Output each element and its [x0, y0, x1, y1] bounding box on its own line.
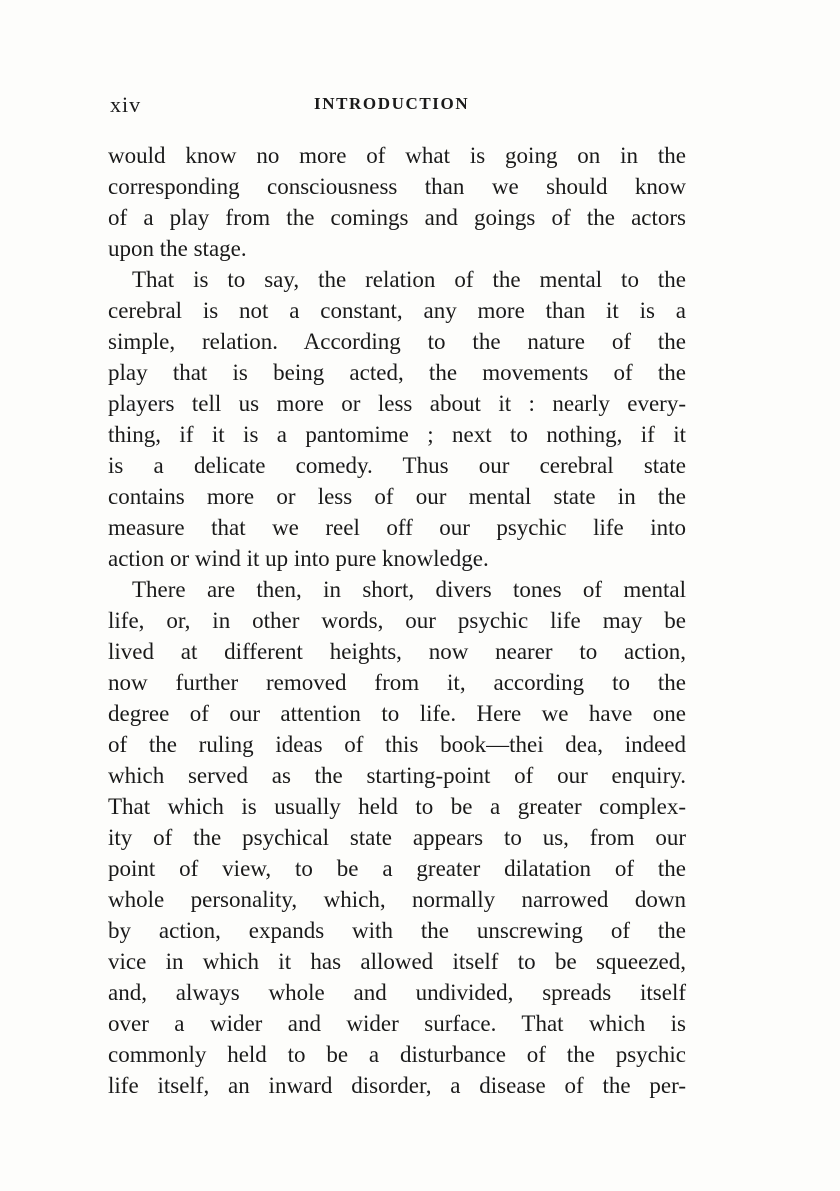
text-line: There are then, in short, divers tones of mental: [132, 577, 686, 602]
paragraph-2: [108, 264, 686, 574]
text-line: cerebral is not a constant, any more than it is a: [108, 298, 686, 323]
body-text: [108, 140, 686, 1101]
paragraph-3: [108, 574, 686, 1101]
text-line: That which is usually held to be a greater complex-: [108, 794, 686, 819]
text-line: now further removed from it, according to the: [108, 670, 686, 695]
text-line: and, always whole and undivided, spreads itself: [108, 980, 686, 1005]
text-line: play that is being acted, the movements of the: [108, 360, 686, 385]
text-line: action or wind it up into pure knowledge.: [108, 546, 489, 571]
text-line: measure that we reel off our psychic life into: [108, 515, 686, 540]
text-line: contains more or less of our mental state in the: [108, 484, 686, 509]
text-line: life, or, in other words, our psychic life may be: [108, 608, 686, 633]
text-line: by action, expands with the unscrewing of the: [108, 918, 686, 943]
text-line: life itself, an inward disorder, a disease of the per-: [108, 1073, 686, 1098]
text-line: corresponding consciousness than we should know: [108, 174, 686, 199]
text-line: of the ruling ideas of this book—thei dea, indeed: [108, 732, 686, 757]
text-line: would know no more of what is going on in the: [108, 143, 686, 168]
text-line: That is to say, the relation of the mental to the: [132, 267, 686, 292]
text-line: players tell us more or less about it : nearly every-: [108, 391, 686, 416]
text-line: ity of the psychical state appears to us, from our: [108, 825, 686, 850]
text-line: simple, relation. According to the nature of the: [108, 329, 686, 354]
text-line: commonly held to be a disturbance of the psychic: [108, 1042, 686, 1067]
running-head-title: INTRODUCTION: [314, 94, 470, 113]
text-line: degree of our attention to life. Here we have one: [108, 701, 686, 726]
text-line: lived at different heights, now nearer to action,: [108, 639, 686, 664]
text-line: upon the stage.: [108, 236, 247, 261]
text-line: whole personality, which, normally narrowed down: [108, 887, 686, 912]
text-line: vice in which it has allowed itself to be squeezed,: [108, 949, 686, 974]
text-line: thing, if it is a pantomime ; next to nothing, if it: [108, 422, 686, 447]
text-line: point of view, to be a greater dilatation of the: [108, 856, 686, 881]
text-line: which served as the starting-point of our enquiry.: [108, 763, 686, 788]
paragraph-1: [108, 140, 686, 264]
page-number: xiv: [110, 92, 142, 117]
text-line: over a wider and wider surface. That which is: [108, 1011, 686, 1036]
text-line: is a delicate comedy. Thus our cerebral state: [108, 453, 686, 478]
running-head: [110, 92, 690, 120]
text-line: of a play from the comings and goings of the actors: [108, 205, 686, 230]
